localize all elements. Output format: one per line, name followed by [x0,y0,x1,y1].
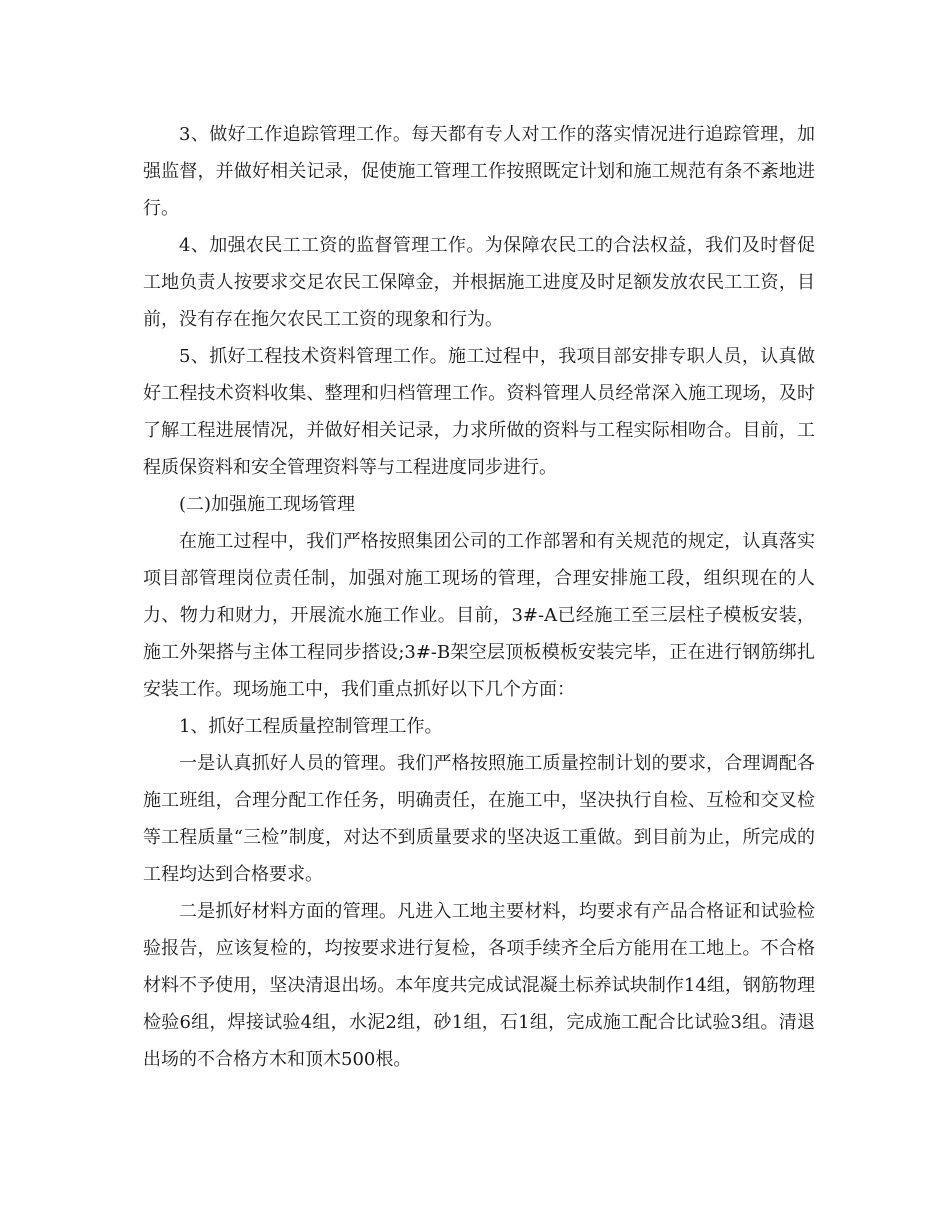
subheading-quality-control: 1、抓好工程质量控制管理工作。 [179,716,443,737]
paragraph-technical-records: 5、抓好工程技术资料管理工作。施工过程中，我项目部安排专职人员，认真做好工程技术资料收集、整理和归档管理工作。资料管理人员经常深入施工现场，及时了解工程进展情况，并做好相关记录，力求所做的资料与工程实际相吻合。目前，工程质保资料和安全管理资料等与工程进度同步进行。 [143,346,815,478]
paragraph-migrant-wages: 4、加强农民工工资的监督管理工作。为保障农民工的合法权益，我们及时督促工地负责人按要求交足农民工保障金，并根据施工进度及时足额发放农民工工资，目前，没有存在拖欠农民工工资的现象和行为。 [143,235,815,330]
section-heading-site-management: (二)加强施工现场管理 [179,494,356,515]
paragraph-tracking-management: 3、做好工作追踪管理工作。每天都有专人对工作的落实情况进行追踪管理，加强监督，并做好相关记录，促使施工管理工作按照既定计划和施工规范有条不紊地进行。 [143,124,815,219]
paragraph-personnel-management: 一是认真抓好人员的管理。我们严格按照施工质量控制计划的要求，合理调配各施工班组，合理分配工作任务，明确责任，在施工中，坚决执行自检、互检和交叉检等工程质量“三检”制度，对达不到质量要求的坚决返工重做。到目前为止，所完成的工程均达到合格要求。 [143,753,815,885]
paragraph-construction-process: 在施工过程中，我们严格按照集团公司的工作部署和有关规范的规定，认真落实项目部管理岗位责任制，加强对施工现场的管理，合理安排施工段，组织现在的人力、物力和财力，开展流水施工作业。目前，3#-A已经施工至三层柱子模板安装，施工外架搭与主体工程同步搭设;3#-B架空层顶板模板安装完毕，正在进行钢筋绑扎安装工作。现场施工中，我们重点抓好以下几个方面： [143,531,815,700]
paragraph-materials-management: 二是抓好材料方面的管理。凡进入工地主要材料，均要求有产品合格证和试验检验报告，应该复检的，均按要求进行复检，各项手续齐全后方能用在工地上。不合格材料不予使用，坚决清退出场。本年度共完成试混凝土标养试块制作14组，钢筋物理检验6组，焊接试验4组，水泥2组，砂1组，石1组，完成施工配合比试验3组。清退出场的不合格方木和顶木500根。 [143,901,815,1070]
document-body [143,116,815,1078]
